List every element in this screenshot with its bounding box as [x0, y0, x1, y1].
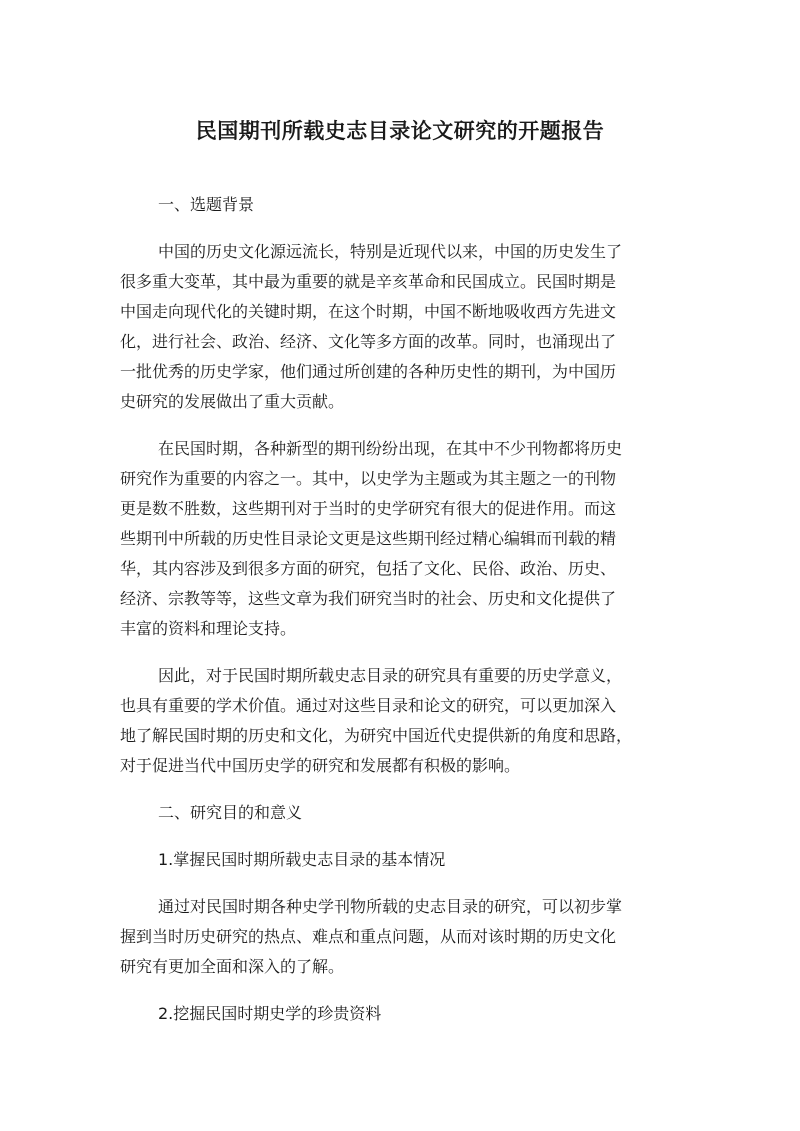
paragraph-line: 中国的历史文化源远流长，特别是近现代以来，中国的历史发生了: [158, 242, 623, 261]
document-body: [120, 190, 680, 1046]
paragraph-line: 丰富的资料和理论支持。: [120, 619, 297, 638]
section2-sub1-heading: [120, 845, 680, 875]
paragraph-line: 因此，对于民国时期所载史志目录的研究具有重要的历史学意义，: [158, 666, 623, 685]
paragraph-line: 经济、宗教等等，这些文章为我们研究当时的社会、历史和文化提供了: [120, 589, 617, 608]
section2-sub2-heading: [120, 999, 680, 1029]
paragraph-line: 对于促进当代中国历史学的研究和发展都有积极的影响。: [120, 756, 521, 775]
document-title: 民国期刊所载史志目录论文研究的开题报告: [195, 119, 605, 143]
heading-text: 一、选题背景: [158, 195, 255, 214]
paragraph-line: 华，其内容涉及到很多方面的研究，包括了文化、民俗、政治、历史、: [120, 559, 617, 578]
section2-sub1-paragraph: [120, 892, 680, 982]
heading-text: 2.挖掘民国时期史学的珍贵资料: [158, 1004, 382, 1023]
paragraph-line: 在民国时期，各种新型的期刊纷纷出现，在其中不少刊物都将历史: [158, 439, 623, 458]
paragraph-line: 化，进行社会、政治、经济、文化等多方面的改革。同时，也涌现出了: [120, 332, 617, 351]
paragraph-line: 地了解民国时期的历史和文化，为研究中国近代史提供新的角度和思路，: [120, 726, 633, 745]
paragraph-line: 中国走向现代化的关键时期，在这个时期，中国不断地吸收西方先进文: [120, 302, 617, 321]
paragraph-line: 通过对民国时期各种史学刊物所载的史志目录的研究，可以初步掌: [158, 897, 623, 916]
paragraph-line: 些期刊中所载的历史性目录论文更是这些期刊经过精心编辑而刊载的精: [120, 529, 617, 548]
heading-text: 1.掌握民国时期所载史志目录的基本情况: [158, 850, 446, 869]
section1-heading: [120, 190, 680, 220]
paragraph-line: 也具有重要的学术价值。通过对这些目录和论文的研究，可以更加深入: [120, 696, 617, 715]
paragraph-line: 史研究的发展做出了重大贡献。: [120, 392, 345, 411]
paragraph-line: 很多重大变革，其中最为重要的就是辛亥革命和民国成立。民国时期是: [120, 272, 617, 291]
paragraph-line: 研究有更加全面和深入的了解。: [120, 957, 345, 976]
paragraph-line: 更是数不胜数，这些期刊对于当时的史学研究有很大的促进作用。而这: [120, 499, 617, 518]
paragraph-line: 研究作为重要的内容之一。其中，以史学为主题或为其主题之一的刊物: [120, 469, 617, 488]
section1-paragraph-3: [120, 661, 680, 781]
paragraph-line: 一批优秀的历史学家，他们通过所创建的各种历史性的期刊，为中国历: [120, 362, 617, 381]
section2-heading: [120, 798, 680, 828]
paragraph-line: 握到当时历史研究的热点、难点和重点问题，从而对该时期的历史文化: [120, 927, 617, 946]
section1-paragraph-2: [120, 434, 680, 644]
section1-paragraph-1: [120, 237, 680, 417]
heading-text: 二、研究目的和意义: [158, 803, 303, 822]
